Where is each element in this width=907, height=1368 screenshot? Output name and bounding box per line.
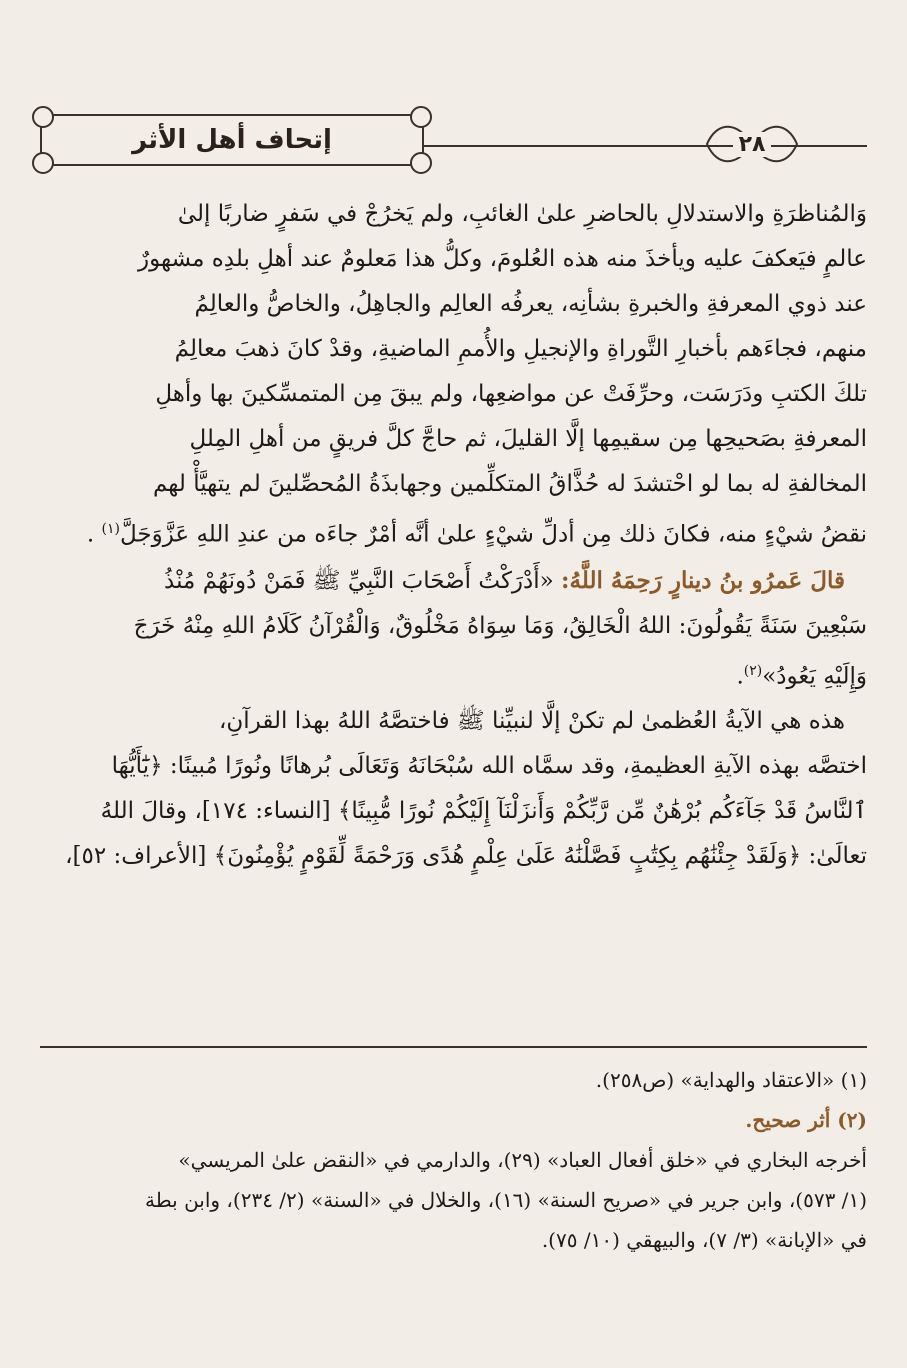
quote-attribution: قالَ عَمرُو بنُ دينارٍ رَحِمَهُ اللَّهُ: — [561, 566, 845, 594]
footnote-ref-2: (٢) — [743, 662, 763, 679]
text-span: نقضُ شيْءٍ منه، فكانَ ذلك مِن أدلِّ شيْءٍ علىٰ أنَّه أمْرٌ جاءَه من عندِ اللهِ عَزَّوَجَلَّ — [120, 521, 867, 548]
text-line: وَالمُناظرَةِ والاستدلالِ بالحاضرِ علىٰ الغائبِ، ولم يَخرُجْ في سَفرٍ ضاربًا إلىٰ — [177, 201, 867, 227]
page-number: ٢٨ — [733, 132, 772, 157]
footnote-2-line: (١/ ٥٧٣)، وابن جرير في «صريح السنة» (١٦)، والخلال في «السنة» (٢/ ٢٣٤)، وابن بطة — [145, 1188, 867, 1212]
text-line: عالمٍ فيَعكفَ عليه ويأخذَ منه هذه العُلومَ، وكلُّ هذا مَعلومٌ عند أهلِ بلدِه مشهورٌ — [137, 246, 867, 272]
running-title: إتحاف أهل الأثر — [132, 125, 332, 155]
frame-ornament — [32, 106, 54, 128]
running-title-frame — [40, 114, 424, 166]
footnote-2-line: في «الإبانة» (٣/ ٧)، والبيهقي (١٠/ ٧٥). — [541, 1228, 867, 1252]
frame-ornament — [410, 106, 432, 128]
text-line: عند ذوي المعرفةِ والخبرةِ بشأنِه، يعرفُه العالِم والجاهِلُ، والخاصُّ والعالِمُ — [194, 291, 867, 317]
text-line: هذه هي الآيةُ العُظمىٰ لم تكنْ إلَّا لنبيِّنا ﷺ فاختصَّهُ اللهُ بهذا القرآنِ، — [218, 708, 845, 735]
footnote-ref-1: (١) — [101, 521, 120, 537]
text-line: المعرفةِ بصَحيحِها مِن سقيمِها إلَّا القليلَ، ثم حاجَّ كلَّ فريقٍ من أهلِ المِللِ — [189, 426, 867, 452]
text-line: منهم، فجاءَهم بأخبارِ التَّوراةِ والإنجيلِ والأُممِ الماضيةِ، وقدْ كانَ ذهبَ معالِمُ — [174, 336, 867, 362]
text-line: سَبْعِينَ سَنَةً يَقُولُونَ: اللهُ الْخَالِقُ، وَمَا سِوَاهُ مَخْلُوقٌ، وَالْقُرْآنُ كَلَامُ اللهِ مِنْهُ خَرَجَ — [133, 612, 867, 639]
text-line: المخالفةِ له بما لو احْتشدَ له حُذَّاقُ المتكلِّمين وجهابذَةُ المُحصِّلينَ لم يتهيَّأْ لهم — [152, 471, 867, 497]
verse-line: ٱلنَّاسُ قَدْ جَآءَكُم بُرْهَٰنٌ مِّن رَّبِّكُمْ وَأَنزَلْنَآ إِلَيْكُمْ نُورًا مُّبِينًا﴾ [النساء: ١٧٤]، وقالَ اللهُ — [100, 798, 867, 825]
footnote-divider — [40, 1046, 867, 1048]
page-header — [0, 100, 907, 180]
frame-ornament — [410, 152, 432, 174]
text-line: وَإِلَيْهِ يَعُودُ»$^{(٢)}$. — [736, 662, 867, 690]
footnotes — [40, 1060, 867, 1260]
text-line: تلكَ الكتبِ ودَرَسَت، وحرِّفَتْ عن مواضعِها، ولم يبقَ مِن المتمسِّكينَ بها وأهلِ — [155, 381, 867, 407]
text-line: نقضُ شيْءٍ منه، فكانَ ذلك مِن أدلِّ شيْءٍ علىٰ أنَّه أمْرٌ جاءَه من عندِ اللهِ عَزَّوَجَلَّ$^{(١)}$ . — [86, 521, 867, 548]
quote-end: وَإِلَيْهِ يَعُودُ» — [762, 663, 867, 690]
page-number-ornament — [717, 122, 787, 166]
main-text — [40, 192, 867, 879]
text-line: اختصَّه بهذه الآيةِ العظيمةِ، وقد سمَّاه الله سُبْحَانَهُ وَتَعَالَى بُرهانًا ونُورًا مُبينًا: ﴿يَٰٓأَيُّهَا — [111, 753, 867, 780]
quote-text: «أَدْرَكْتُ أَصْحَابَ النَّبِيِّ ﷺ فَمَنْ دُونَهُمْ مُنْذُ — [164, 567, 554, 594]
verse-line: تعالَىٰ: ﴿وَلَقَدْ جِئْنَٰهُم بِكِتَٰبٍ فَصَّلْنَٰهُ عَلَىٰ عِلْمٍ هُدًى وَرَحْمَةً لِّقَوْمٍ يُؤْمِنُونَ﴾ [الأعراف: ٥٢]، — [65, 843, 867, 870]
frame-ornament — [32, 152, 54, 174]
footnote-2-heading: (٢) أثر صحيح. — [745, 1108, 867, 1132]
quote-line — [40, 558, 867, 604]
footnote-2-line: أخرجه البخاري في «خلق أفعال العباد» (٢٩)، والدارمي في «النقض علىٰ المريسي» — [178, 1148, 867, 1172]
footnote-1: (١) «الاعتقاد والهداية» (ص٢٥٨). — [595, 1068, 867, 1092]
